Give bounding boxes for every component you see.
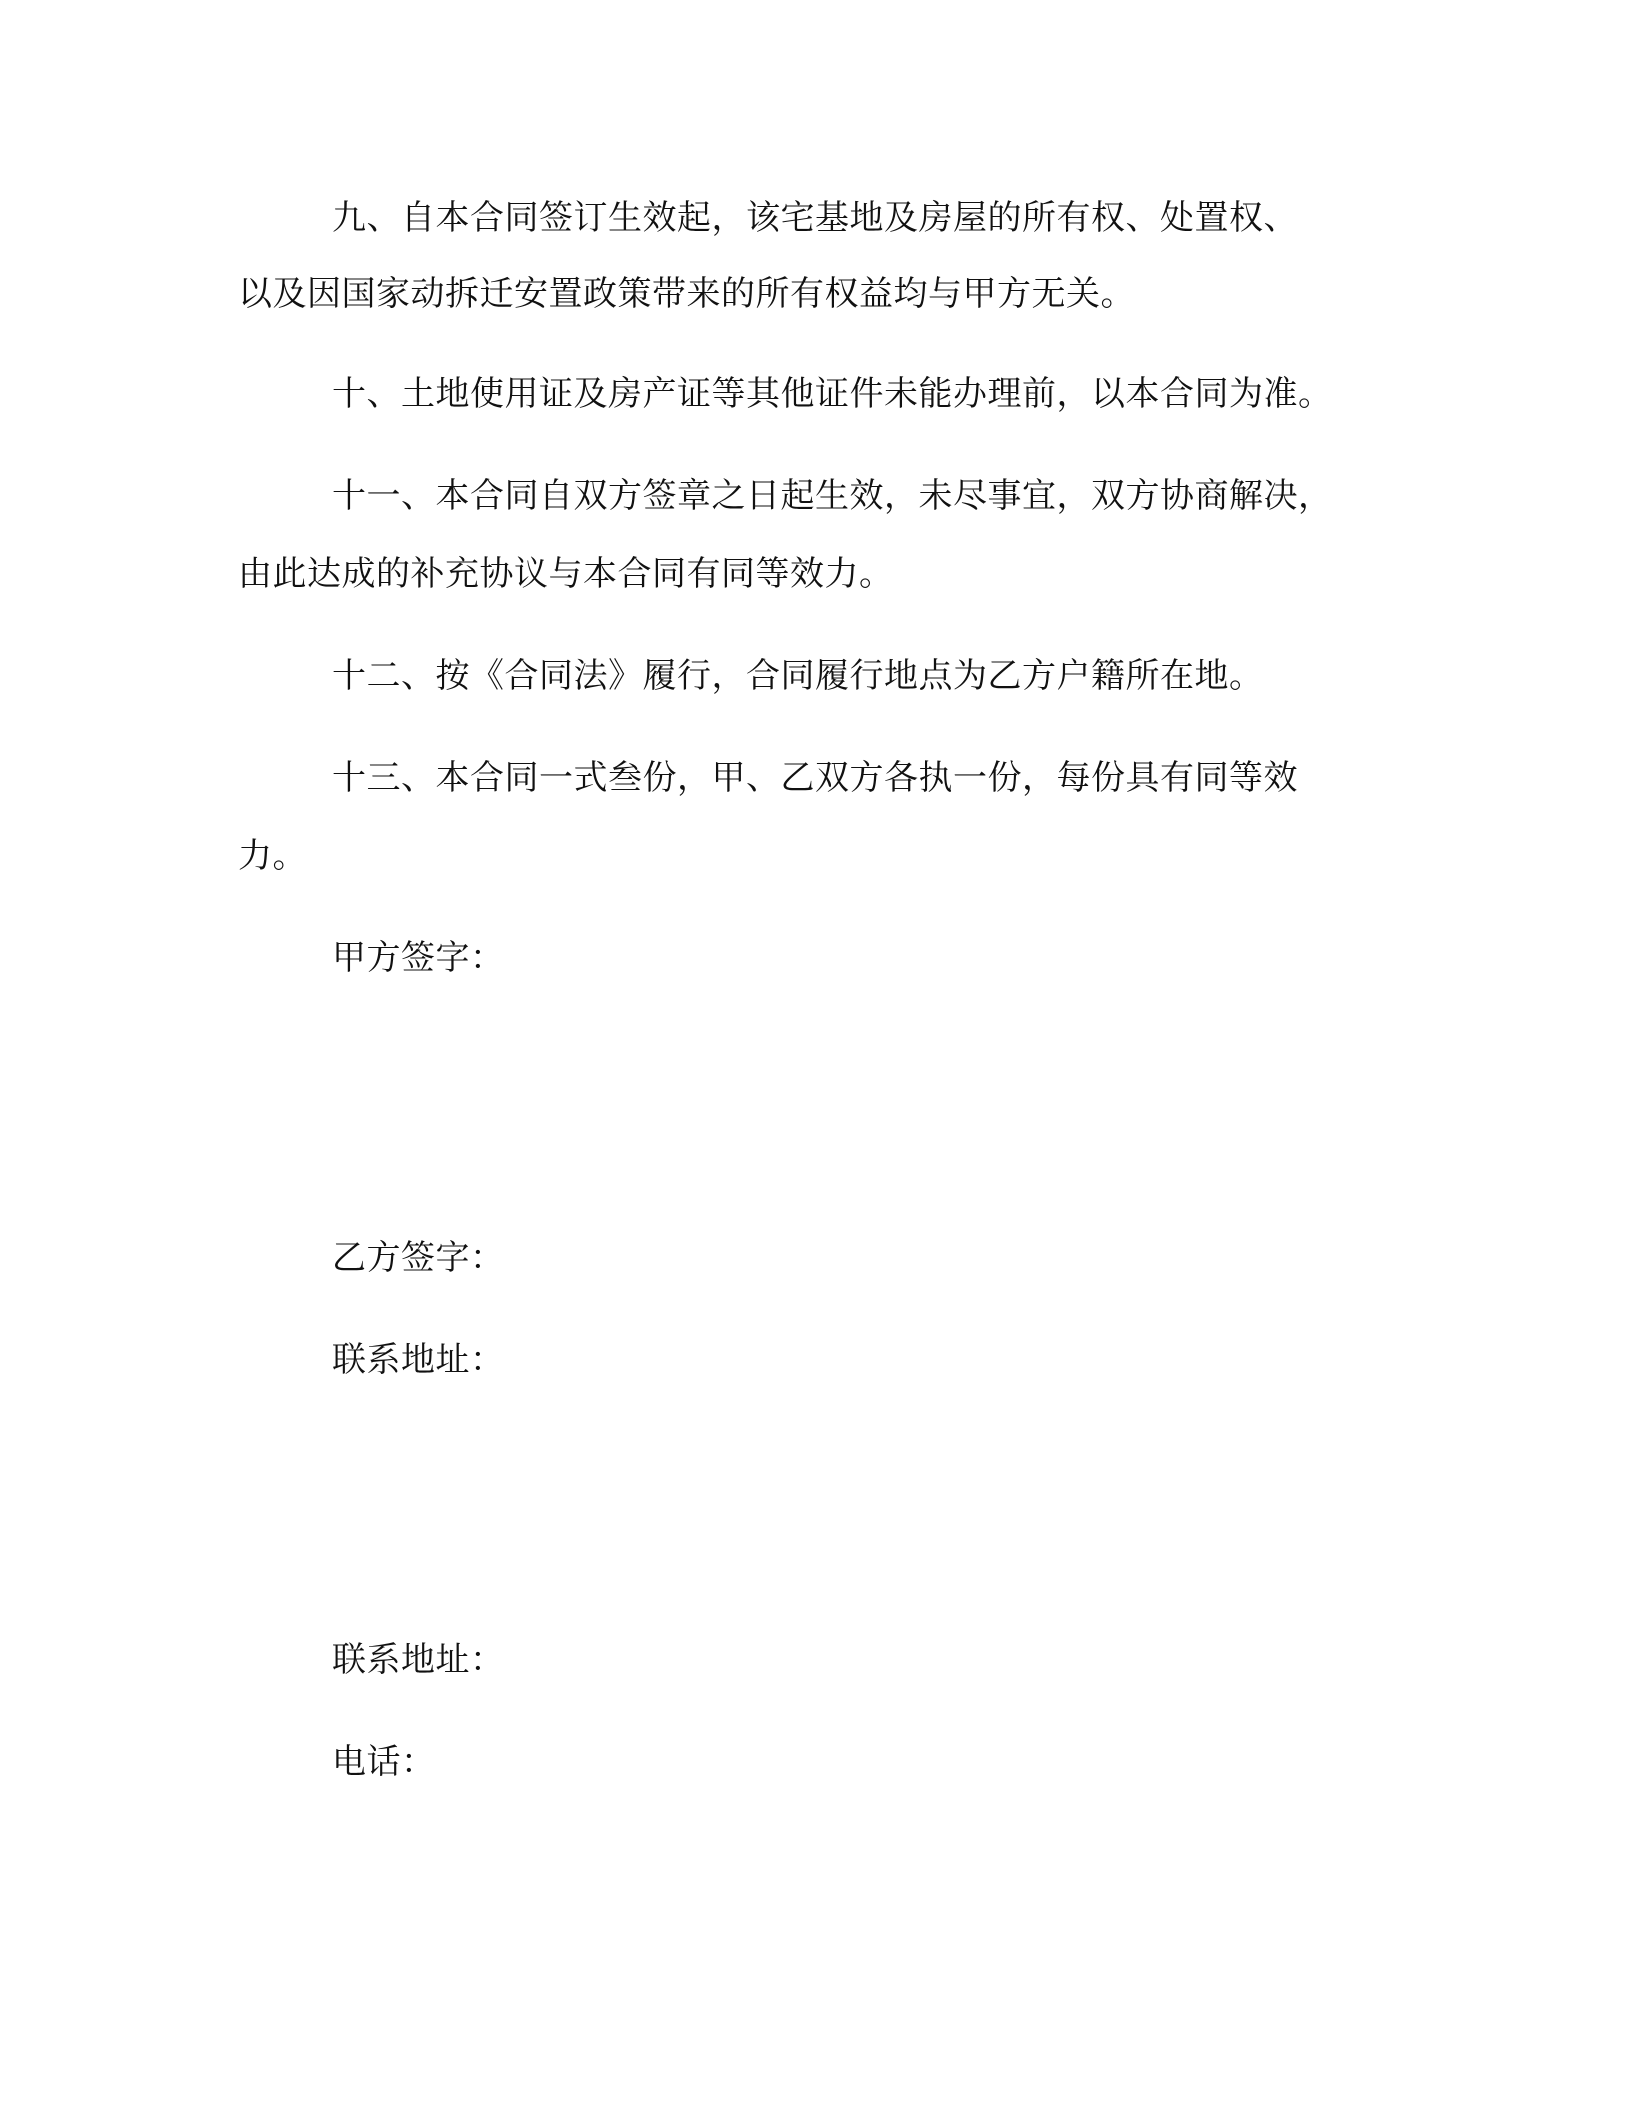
- clause-eleven-line-1: 十一、本合同自双方签章之日起生效，未尽事宜，双方协商解决，: [332, 476, 1333, 516]
- clause-nine-line-1: 九、自本合同签订生效起，该宅基地及房屋的所有权、处置权、: [332, 198, 1298, 238]
- clause-thirteen-line-1: 十三、本合同一式叁份，甲、乙双方各执一份，每份具有同等效: [332, 758, 1298, 798]
- clause-eleven-line-2: 由此达成的补充协议与本合同有同等效力。: [238, 554, 894, 594]
- address-label-1: 联系地址：: [332, 1340, 505, 1380]
- phone-label: 电话：: [332, 1742, 436, 1782]
- party-b-signature-label: 乙方签字：: [332, 1238, 505, 1278]
- clause-ten-line-1: 十、土地使用证及房产证等其他证件未能办理前，以本合同为准。: [332, 374, 1333, 414]
- party-a-signature-label: 甲方签字：: [332, 938, 505, 978]
- address-label-2: 联系地址：: [332, 1640, 505, 1680]
- clause-nine-line-2: 以及因国家动拆迁安置政策带来的所有权益均与甲方无关。: [238, 274, 1135, 314]
- clause-twelve-line-1: 十二、按《合同法》履行，合同履行地点为乙方户籍所在地。: [332, 656, 1264, 696]
- clause-thirteen-line-2: 力。: [238, 836, 307, 876]
